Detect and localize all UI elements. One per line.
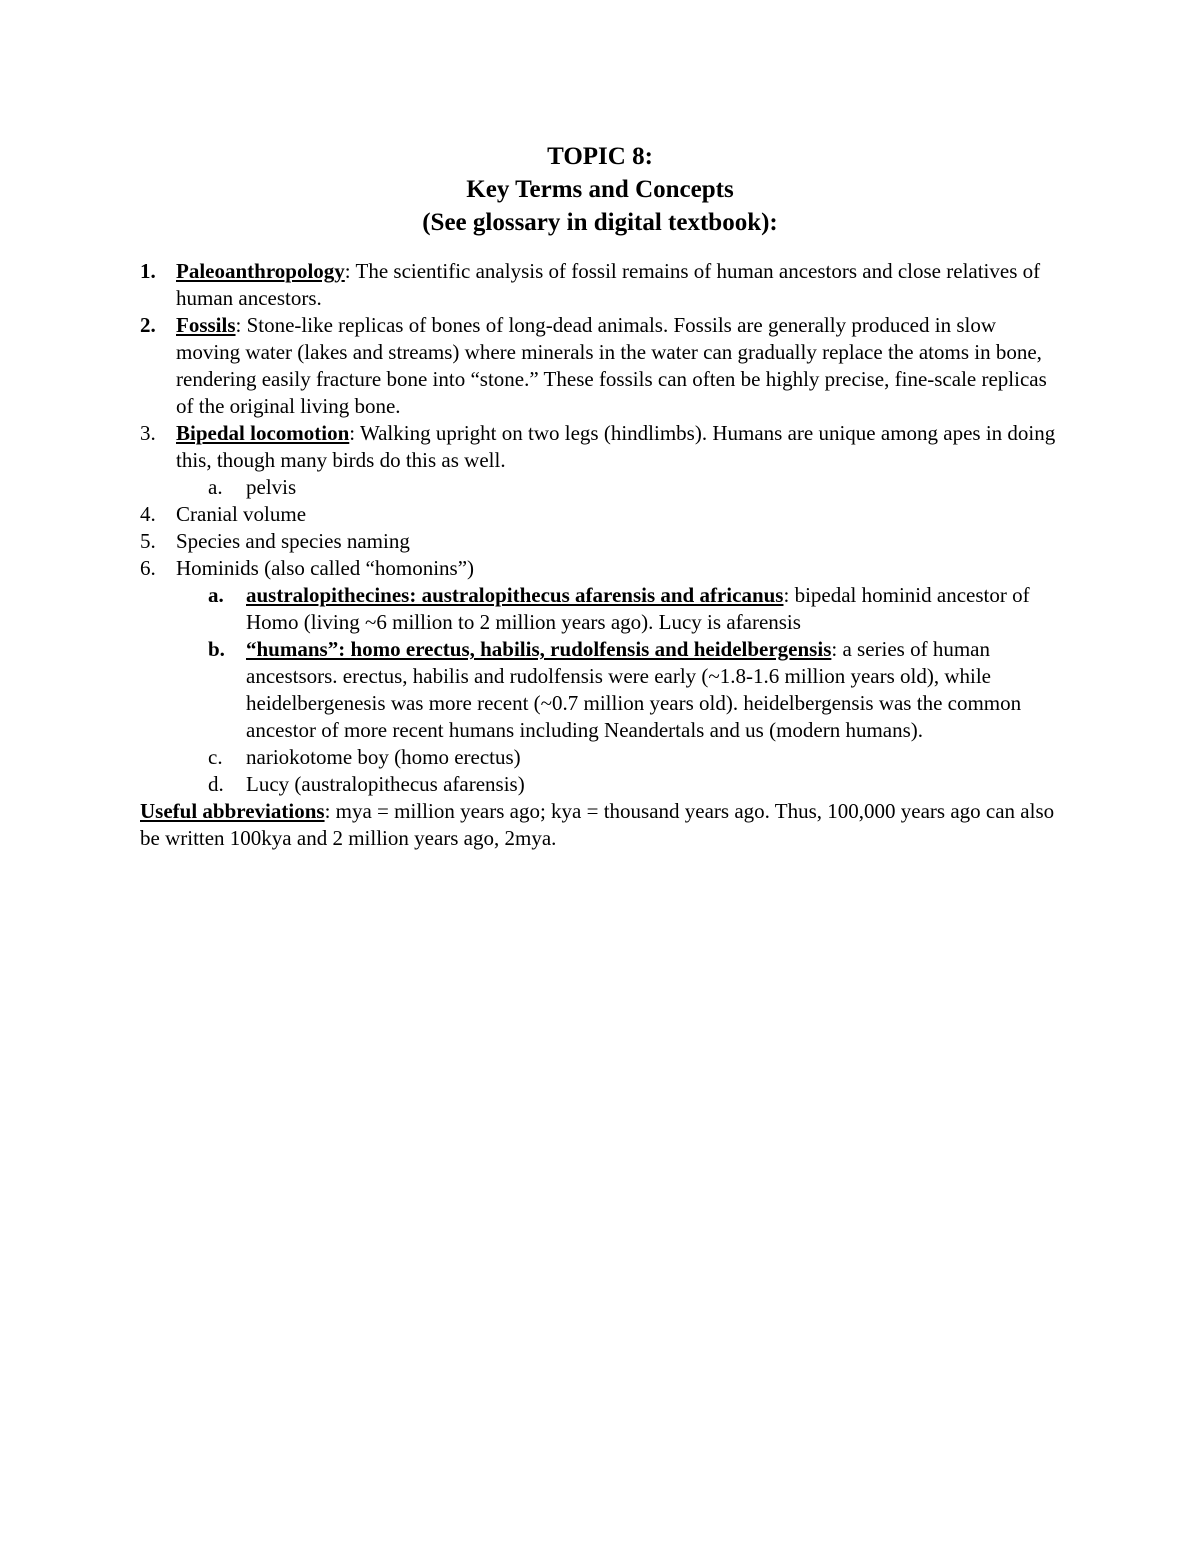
term-definition: : bipedal hominid ancestor of Homo (living ~6 million to 2 million years ago). Lucy is afarensis	[246, 583, 1030, 634]
sub-item-nariokotome-boy	[140, 744, 1060, 771]
term-definition: : The scientific analysis of fossil remains of human ancestors and close relatives of human ancestors.	[176, 259, 1041, 310]
term-label: Paleoanthropology	[176, 259, 345, 283]
list-item-hominids	[140, 555, 1060, 582]
item-number: 5.	[140, 529, 156, 553]
sub-item-letter: a.	[208, 583, 224, 607]
term-label: australopithecines: australopithecus afarensis and africanus	[246, 583, 784, 607]
abbreviations-text: : mya = million years ago; kya = thousand years ago. Thus, 100,000 years ago can also be written 100kya and 2 million years ago, 2mya.	[140, 799, 1055, 850]
item-text: Cranial volume	[176, 502, 307, 526]
item-number: 3.	[140, 421, 156, 445]
sub-item-letter: c.	[208, 745, 223, 769]
page-subtitle: (See glossary in digital textbook):	[422, 209, 778, 236]
list-item-bipedal-locomotion	[140, 420, 1060, 474]
terms-list	[140, 258, 1060, 852]
item-text: Hominids (also called “homonins”)	[176, 556, 475, 580]
list-item-cranial-volume	[140, 501, 1060, 528]
item-number: 6.	[140, 556, 156, 580]
term-label: “humans”: homo erectus, habilis, rudolfensis and heidelbergensis	[246, 637, 832, 661]
sub-item-letter: d.	[208, 772, 224, 796]
list-item-species-naming	[140, 528, 1060, 555]
list-item-fossils	[140, 312, 1060, 420]
sub-item-letter: b.	[208, 637, 225, 661]
item-number: 1.	[140, 259, 156, 283]
sub-item-humans	[140, 636, 1060, 744]
sub-item-text: nariokotome boy (homo erectus)	[246, 745, 521, 769]
item-number: 2.	[140, 313, 156, 337]
term-definition: : Walking upright on two legs (hindlimbs). Humans are unique among apes in doing this, though many birds do this as well.	[176, 421, 1056, 472]
item-number: 4.	[140, 502, 156, 526]
abbreviations-label: Useful abbreviations	[140, 799, 325, 823]
term-definition: : Stone-like replicas of bones of long-dead animals. Fossils are generally produced in slow moving water (lakes and streams) where minerals in the water can gradually replace the atoms in bone, rendering easily fracture bone into “stone.” These fossils can often be highly precise, fine-scale replicas of the original living bone.	[176, 313, 1047, 418]
sub-item-lucy	[140, 771, 1060, 798]
page-title: Key Terms and Concepts	[466, 176, 734, 203]
sub-item-text: pelvis	[246, 475, 297, 499]
list-item-paleoanthropology	[140, 258, 1060, 312]
topic-heading: TOPIC 8:	[547, 143, 653, 170]
term-definition: : a series of human ancestsors. erectus, habilis and rudolfensis were early (~1.8-1.6 million years old), while heidelbergenesis was more recent (~0.7 million years old). heidelbergensis was the common ancestor of more recent humans including Neandertals and us (modern humans).	[246, 637, 1022, 742]
sub-item-australopithecines	[140, 582, 1060, 636]
title-block	[0, 140, 1200, 239]
term-label: Fossils	[176, 313, 236, 337]
sub-item-text: Lucy (australopithecus afarensis)	[246, 772, 525, 796]
abbreviations-note	[140, 798, 1060, 852]
term-label: Bipedal locomotion	[176, 421, 350, 445]
sub-item-letter: a.	[208, 475, 223, 499]
sub-item-pelvis	[140, 474, 1060, 501]
item-text: Species and species naming	[176, 529, 410, 553]
